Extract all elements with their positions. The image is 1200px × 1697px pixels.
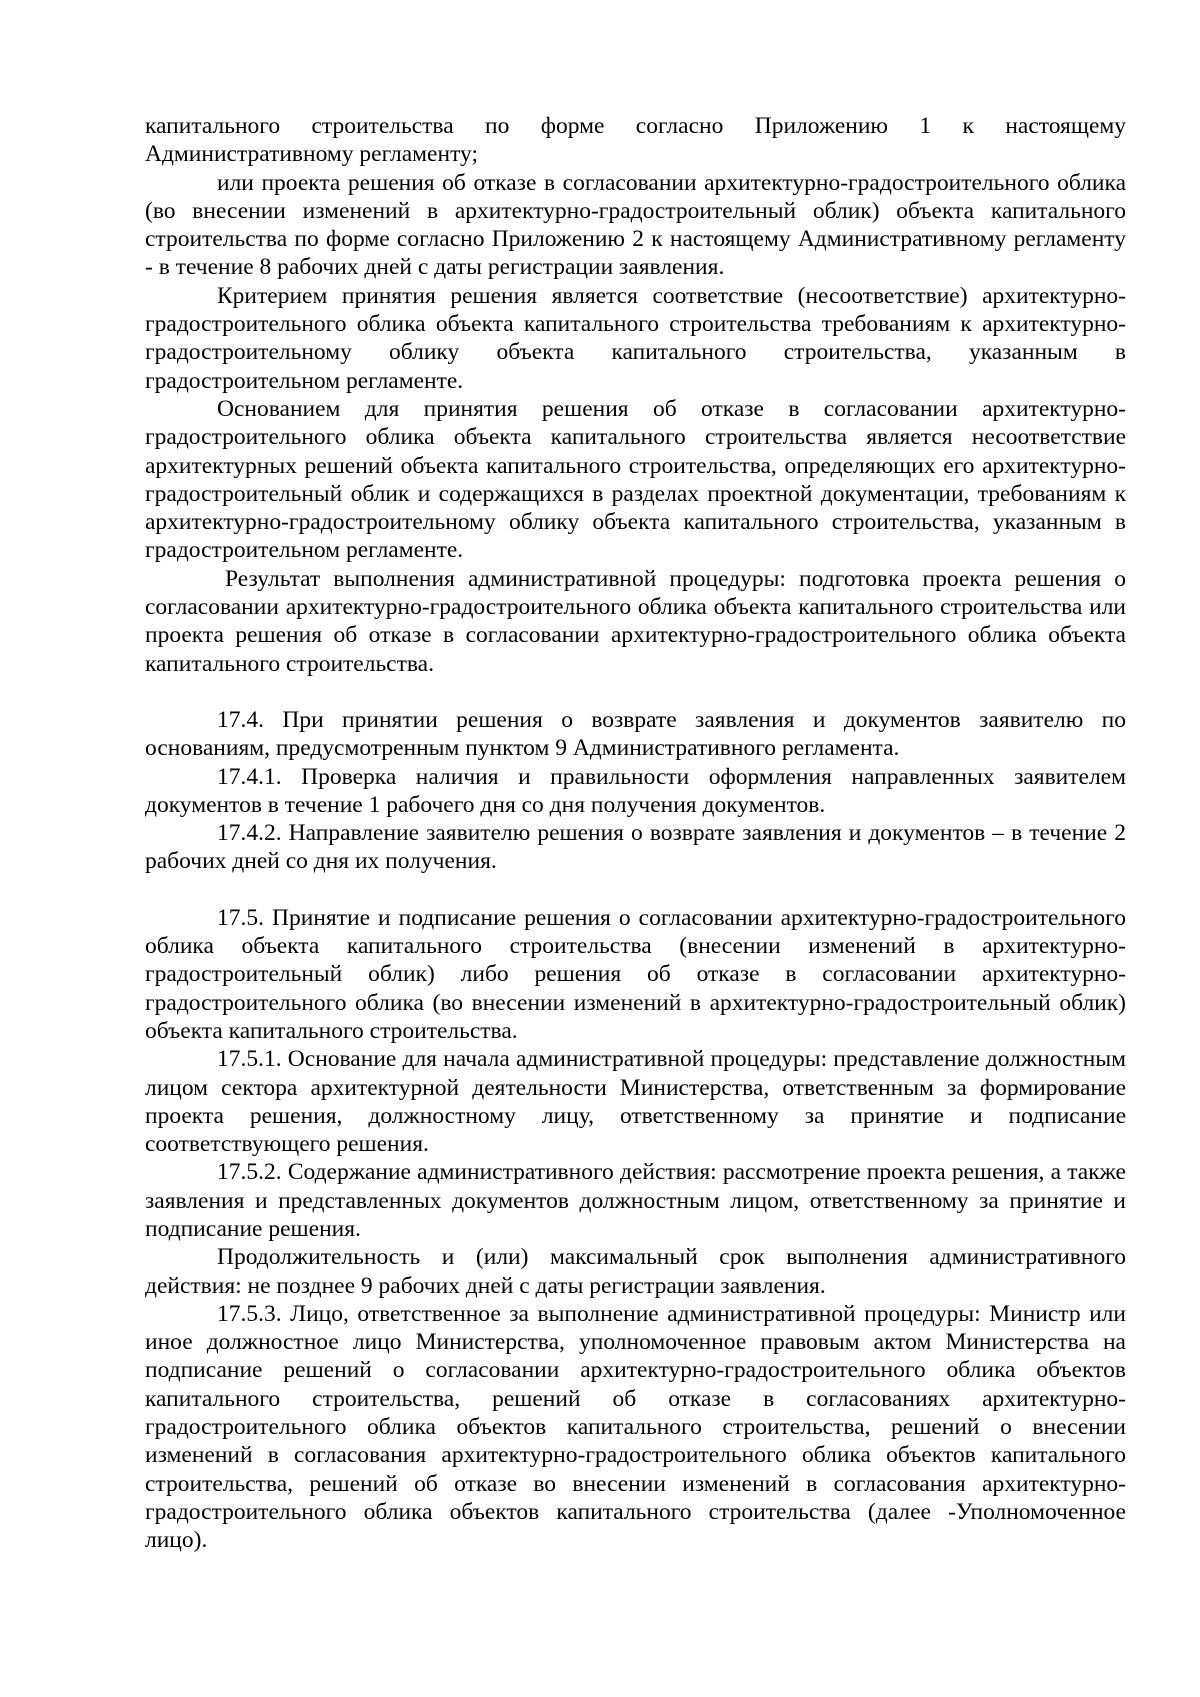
- paragraph: 17.5.1. Основание для начала административной процедуры: представление должностным лицом сектора архитектурной деятельности Министерства, ответственным за формирование проекта решения, должностному лицу, ответственному за принятие и подписание соответствующего решения.: [145, 1046, 1126, 1158]
- paragraph-gap: [145, 876, 1126, 904]
- document-body: [145, 112, 1126, 1555]
- paragraph: 17.4.1. Проверка наличия и правильности оформления направленных заявителем документов в течение 1 рабочего дня со дня получения документов.: [145, 763, 1126, 818]
- paragraph: 17.4. При принятии решения о возврате заявления и документов заявителю по основаниям, предусмотренным пунктом 9 Административного регламента.: [145, 706, 1126, 762]
- paragraph: Продолжительность и (или) максимальный срок выполнения административного действия: не позднее 9 рабочих дней с даты регистрации заявления.: [145, 1244, 1126, 1299]
- paragraph: или проекта решения об отказе в согласовании архитектурно-градостроительного облика (во внесении изменений в архитектурно-градостроительный облик) объекта капитального строительства по форме согласно Приложению 2 к настоящему Административному регламенту - в течение 8 рабочих дней с даты регистрации заявления.: [145, 169, 1126, 281]
- paragraph: 17.5.3. Лицо, ответственное за выполнение административной процедуры: Министр или иное должностное лицо Министерства, уполномоченное правовым актом Министерства на подписание решений о согласовании архитектурно-градостроительного облика объектов капитального строительства, решений об отказе в согласованиях архитектурно-градостроительного облика объектов капитального строительства, решений о внесении изменений в согласования архитектурно-градостроительного облика объектов капитального строительства, решений об отказе во внесении изменений в согласования архитектурно-градостроительного облика объектов капитального строительства (далее -Уполномоченное лицо).: [145, 1300, 1126, 1554]
- paragraph: 17.5.2. Содержание административного действия: рассмотрение проекта решения, а также заявления и представленных документов должностным лицом, ответственному за принятие и подписание решения.: [145, 1159, 1126, 1242]
- paragraph: Основанием для принятия решения об отказе в согласовании архитектурно-градостроительного облика объекта капитального строительства является несоответствие архитектурных решений объекта капитального строительства, определяющих его архитектурно-градостроительный облик и содержащихся в разделах проектной документации, требованиям к архитектурно-градостроительному облику объекта капитального строительства, указанным в градостроительном регламенте.: [145, 395, 1126, 564]
- paragraph: 17.4.2. Направление заявителю решения о возврате заявления и документов – в течение 2 рабочих дней со дня их получения.: [145, 820, 1126, 875]
- paragraph-gap: [145, 678, 1126, 706]
- paragraph: Результат выполнения административной процедуры: подготовка проекта решения о согласовании архитектурно-градостроительного облика объекта капитального строительства или проекта решения об отказе в согласовании архитектурно-градостроительного облика объекта капитального строительства.: [145, 565, 1126, 677]
- paragraph: 17.5. Принятие и подписание решения о согласовании архитектурно-градостроительного облика объекта капитального строительства (внесении изменений в архитектурно-градостроительный облик) либо решения об отказе в согласовании архитектурно-градостроительного облика (во внесении изменений в архитектурно-градостроительный облик) объекта капитального строительства.: [145, 904, 1126, 1044]
- paragraph: Критерием принятия решения является соответствие (несоответствие) архитектурно-градостроительного облика объекта капитального строительства требованиям к архитектурно-градостроительному облику объекта капитального строительства, указанным в градостроительном регламенте.: [145, 282, 1126, 394]
- paragraph: капитального строительства по форме согласно Приложению 1 к настоящему Административному регламенту;: [145, 113, 1126, 168]
